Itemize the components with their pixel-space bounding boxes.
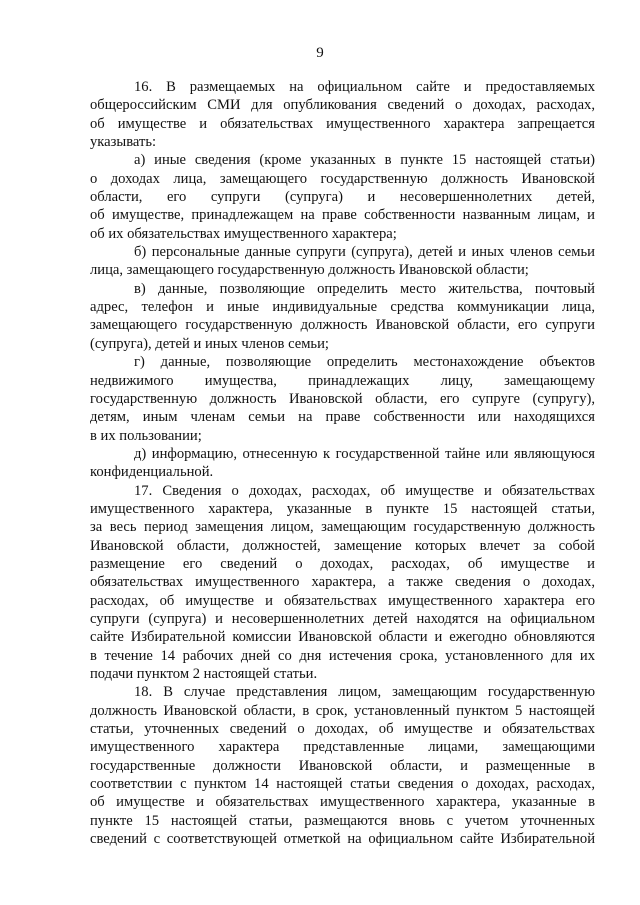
text-line: 17. Сведения о доходах, расходах, об имуществе и обязательствах bbox=[134, 482, 595, 499]
text-line: области, его супруги (супруга) и несовершеннолетних детей, bbox=[90, 189, 595, 206]
text-line: имущественного характера представленные лицами, замещающими bbox=[90, 739, 595, 756]
text-line: государственную должность Ивановской области, его супруге (супругу), bbox=[90, 390, 595, 407]
text-line: д) информацию, отнесенную к государственной тайне или являющуюся bbox=[134, 445, 595, 462]
text-line: сведений с соответствующей отметкой на официальном сайте Избирательной bbox=[90, 831, 595, 848]
text-line: расходах, об имуществе и обязательствах имущественного характера его bbox=[90, 592, 595, 609]
text-line: о доходах лица, замещающего государственную должность Ивановской bbox=[90, 170, 595, 187]
text-line: 16. В размещаемых на официальном сайте и предоставляемых bbox=[134, 79, 595, 95]
text-line: лица, замещающего государственную должность Ивановской области; bbox=[90, 262, 529, 279]
text-line: об их обязательствах имущественного характера; bbox=[90, 225, 397, 242]
text-line: сайте Избирательной комиссии Ивановской области и ежегодно обновляются bbox=[90, 629, 595, 646]
text-line: (супруга), детей и иных членов семьи; bbox=[90, 335, 329, 352]
text-line: имущественного характера, указанные в пункте 15 настоящей статьи, bbox=[90, 500, 595, 517]
text-line: обязательствах имущественного характера, а также сведения о доходах, bbox=[90, 574, 595, 591]
text-line: детям, иным членам семьи на праве собственности или находящихся bbox=[90, 409, 595, 426]
text-line: в их пользовании; bbox=[90, 427, 202, 444]
text-line: должность Ивановской области, в срок, установленный пунктом 5 настоящей bbox=[90, 702, 595, 719]
text-line: за весь период замещения лицом, замещающим государственную должность bbox=[90, 519, 595, 536]
text-line: в течение 14 рабочих дней со дня истечения срока, установленного для их bbox=[90, 647, 595, 664]
text-line: Ивановской области, должностей, замещение которых влечет за собой bbox=[90, 537, 595, 554]
text-line: пункте 15 настоящей статьи, размещаются вновь с учетом уточненных bbox=[90, 812, 595, 829]
page-number: 9 bbox=[316, 45, 324, 61]
text-line: 18. В случае представления лицом, замещающим государственную bbox=[134, 684, 595, 701]
text-line: об имуществе, принадлежащем на праве собственности названным лицам, и bbox=[90, 207, 595, 224]
text-line: в) данные, позволяющие определить место жительства, почтовый bbox=[134, 280, 595, 297]
text-line: б) персональные данные супруги (супруга), детей и иных членов семьи bbox=[134, 244, 595, 261]
text-line: замещающего государственную должность Ивановской области, его супруги bbox=[90, 317, 595, 334]
text-line: статьи, уточненных сведений о доходах, об имуществе и обязательствах bbox=[90, 721, 595, 738]
text-line: размещение его сведений о доходах, расходах, об имуществе и bbox=[90, 555, 595, 572]
text-line: об имуществе и обязательствах имущественного характера запрещается bbox=[90, 115, 595, 132]
text-line: соответствии с пунктом 14 настоящей статьи сведения о доходах, расходах, bbox=[90, 776, 595, 793]
text-line: общероссийским СМИ для опубликования сведений о доходах, расходах, bbox=[90, 97, 595, 114]
document-body bbox=[90, 78, 595, 848]
text-line: государственные должности Ивановской области, и размещенные в bbox=[90, 757, 595, 774]
text-line: об имуществе и обязательствах имущественного характера, указанные в bbox=[90, 794, 595, 811]
text-line: указывать: bbox=[90, 134, 157, 151]
text-line: адрес, телефон и иные индивидуальные средства коммуникации лица, bbox=[90, 299, 595, 316]
text-line: супруги (супруга) и несовершеннолетних детей находятся на официальном bbox=[90, 610, 595, 627]
text-line: г) данные, позволяющие определить местонахождение объектов bbox=[134, 354, 595, 371]
text-line: а) иные сведения (кроме указанных в пункте 15 настоящей статьи) bbox=[134, 152, 595, 169]
text-line: недвижимого имущества, принадлежащих лицу, замещающему bbox=[90, 372, 595, 389]
text-line: подачи пунктом 2 настоящей статьи. bbox=[90, 666, 318, 682]
text-line: конфиденциальной. bbox=[90, 464, 214, 481]
